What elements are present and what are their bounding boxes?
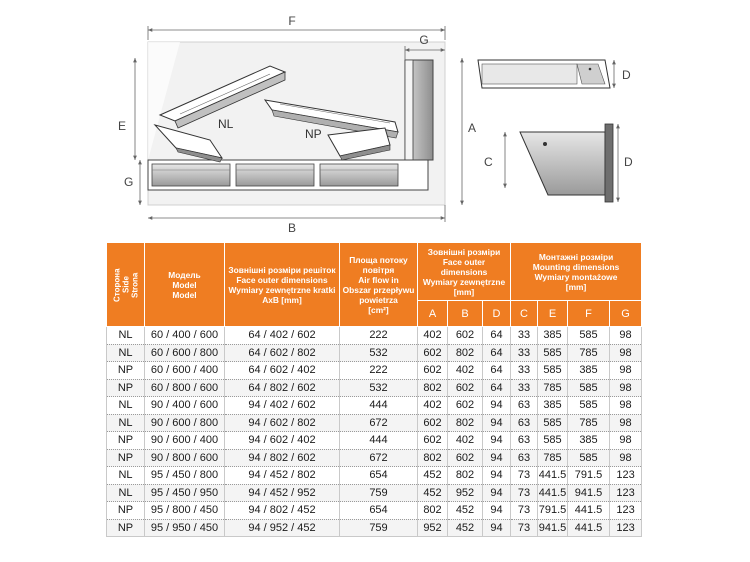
dim-f-label: F xyxy=(288,14,296,28)
dim-a-label: A xyxy=(468,121,477,135)
cell-f: 585 xyxy=(568,449,610,467)
table-row xyxy=(107,467,642,485)
dimension-e xyxy=(118,58,135,160)
cell-model: 95 / 950 / 450 xyxy=(145,519,225,537)
cell-e: 941.5 xyxy=(538,519,568,537)
header-col-a: A xyxy=(418,301,448,327)
cell-b: 452 xyxy=(448,502,483,520)
cell-g: 98 xyxy=(610,432,642,450)
technical-drawing xyxy=(0,0,750,240)
side-view-top xyxy=(478,60,631,88)
cell-f: 385 xyxy=(568,432,610,450)
cell-g: 98 xyxy=(610,344,642,362)
cell-face-dims: 94 / 602 / 802 xyxy=(225,414,340,432)
cell-d: 94 xyxy=(483,414,511,432)
cell-airflow: 759 xyxy=(340,484,418,502)
cell-airflow: 444 xyxy=(340,397,418,415)
cell-f: 791.5 xyxy=(568,467,610,485)
header-face-dims xyxy=(225,243,340,327)
cell-e: 385 xyxy=(538,397,568,415)
table-row xyxy=(107,379,642,397)
cell-b: 602 xyxy=(448,379,483,397)
cell-face-dims: 94 / 452 / 802 xyxy=(225,467,340,485)
cell-side: NL xyxy=(107,397,145,415)
cell-d: 94 xyxy=(483,449,511,467)
dim-d-bottom-label: D xyxy=(624,155,633,169)
table-row xyxy=(107,414,642,432)
cell-side: NP xyxy=(107,379,145,397)
cell-e: 791.5 xyxy=(538,502,568,520)
cell-d: 94 xyxy=(483,432,511,450)
header-mounting-dims-text: Монтажні розміри Mounting dimensions Wymiary montażowe [mm] xyxy=(532,251,620,292)
dim-g-top-label: G xyxy=(419,33,429,47)
cell-f: 785 xyxy=(568,344,610,362)
cell-side: NP xyxy=(107,362,145,380)
cell-c: 63 xyxy=(511,414,538,432)
cell-a: 602 xyxy=(418,414,448,432)
cell-b: 952 xyxy=(448,484,483,502)
cell-airflow: 444 xyxy=(340,432,418,450)
cell-model: 90 / 600 / 400 xyxy=(145,432,225,450)
cell-face-dims: 94 / 402 / 602 xyxy=(225,397,340,415)
cell-f: 441.5 xyxy=(568,519,610,537)
cell-e: 585 xyxy=(538,344,568,362)
header-col-f: F xyxy=(568,301,610,327)
table-row xyxy=(107,327,642,345)
dimension-a xyxy=(462,58,476,205)
cell-airflow: 654 xyxy=(340,502,418,520)
cell-a: 402 xyxy=(418,327,448,345)
cell-face-dims: 94 / 952 / 452 xyxy=(225,519,340,537)
cell-side: NL xyxy=(107,467,145,485)
cell-airflow: 222 xyxy=(340,362,418,380)
cell-c: 73 xyxy=(511,502,538,520)
cell-g: 123 xyxy=(610,467,642,485)
cell-f: 441.5 xyxy=(568,502,610,520)
header-col-e: E xyxy=(538,301,568,327)
cell-airflow: 654 xyxy=(340,467,418,485)
dim-e-label: E xyxy=(118,119,127,133)
spec-table xyxy=(106,242,642,537)
cell-side: NP xyxy=(107,502,145,520)
cell-b: 602 xyxy=(448,327,483,345)
cell-c: 73 xyxy=(511,484,538,502)
cell-g: 123 xyxy=(610,519,642,537)
cell-d: 94 xyxy=(483,397,511,415)
cell-a: 602 xyxy=(418,344,448,362)
cell-g: 98 xyxy=(610,327,642,345)
header-model-text: Модель Model Model xyxy=(168,269,201,300)
cell-side: NP xyxy=(107,449,145,467)
cell-side: NP xyxy=(107,519,145,537)
cell-f: 585 xyxy=(568,397,610,415)
dim-g-left-label: G xyxy=(124,175,134,189)
cell-side: NL xyxy=(107,414,145,432)
cell-g: 98 xyxy=(610,379,642,397)
cell-a: 802 xyxy=(418,502,448,520)
header-face-dims-text: Зовнішні розміри решіток Face outer dimensions Wymiary zewnętrzne kratki AxB [mm] xyxy=(228,264,336,305)
cell-b: 802 xyxy=(448,344,483,362)
header-airflow xyxy=(340,243,418,327)
dim-d-top-label: D xyxy=(622,68,631,82)
cell-g: 123 xyxy=(610,502,642,520)
header-mounting-dims xyxy=(511,243,642,301)
table-row xyxy=(107,484,642,502)
cell-c: 63 xyxy=(511,397,538,415)
dimension-g-left xyxy=(124,160,140,205)
cell-d: 94 xyxy=(483,502,511,520)
cell-g: 123 xyxy=(610,484,642,502)
cell-model: 60 / 600 / 400 xyxy=(145,362,225,380)
cell-b: 452 xyxy=(448,519,483,537)
cell-f: 941.5 xyxy=(568,484,610,502)
cell-d: 64 xyxy=(483,327,511,345)
header-col-b: B xyxy=(448,301,483,327)
cell-f: 585 xyxy=(568,327,610,345)
dim-c-label: C xyxy=(484,155,493,169)
cell-b: 802 xyxy=(448,467,483,485)
cell-g: 98 xyxy=(610,397,642,415)
cell-c: 63 xyxy=(511,432,538,450)
cell-airflow: 759 xyxy=(340,519,418,537)
cell-airflow: 532 xyxy=(340,344,418,362)
cell-e: 585 xyxy=(538,362,568,380)
cell-f: 385 xyxy=(568,362,610,380)
table-row xyxy=(107,432,642,450)
cell-airflow: 532 xyxy=(340,379,418,397)
cell-face-dims: 64 / 602 / 802 xyxy=(225,344,340,362)
cell-c: 73 xyxy=(511,519,538,537)
np-label: NP xyxy=(305,127,322,141)
cell-g: 98 xyxy=(610,362,642,380)
cell-g: 98 xyxy=(610,414,642,432)
header-model xyxy=(145,243,225,327)
cell-side: NL xyxy=(107,344,145,362)
cell-c: 33 xyxy=(511,379,538,397)
cell-d: 94 xyxy=(483,467,511,485)
cell-e: 585 xyxy=(538,432,568,450)
nl-label: NL xyxy=(218,117,234,131)
cell-face-dims: 64 / 402 / 602 xyxy=(225,327,340,345)
cell-model: 60 / 400 / 600 xyxy=(145,327,225,345)
cell-d: 94 xyxy=(483,484,511,502)
table-row xyxy=(107,449,642,467)
header-outer-dims-text: Зовнішні розміри Face outer dimensions Wymiary zewnętrzne [mm] xyxy=(422,246,506,297)
cell-a: 402 xyxy=(418,397,448,415)
cell-face-dims: 94 / 602 / 402 xyxy=(225,432,340,450)
cell-b: 602 xyxy=(448,397,483,415)
cell-side: NP xyxy=(107,432,145,450)
cell-airflow: 672 xyxy=(340,414,418,432)
cell-model: 95 / 450 / 800 xyxy=(145,467,225,485)
cell-model: 95 / 800 / 450 xyxy=(145,502,225,520)
cell-model: 90 / 400 / 600 xyxy=(145,397,225,415)
spec-table-body xyxy=(107,327,642,537)
cell-airflow: 672 xyxy=(340,449,418,467)
header-col-g: G xyxy=(610,301,642,327)
cell-face-dims: 64 / 602 / 402 xyxy=(225,362,340,380)
cell-face-dims: 94 / 452 / 952 xyxy=(225,484,340,502)
cell-face-dims: 94 / 802 / 452 xyxy=(225,502,340,520)
cell-d: 94 xyxy=(483,519,511,537)
cell-e: 385 xyxy=(538,327,568,345)
cell-a: 602 xyxy=(418,362,448,380)
cell-e: 441.5 xyxy=(538,467,568,485)
cell-airflow: 222 xyxy=(340,327,418,345)
cell-e: 441.5 xyxy=(538,484,568,502)
cell-e: 785 xyxy=(538,379,568,397)
side-view-bottom xyxy=(484,124,633,202)
cell-f: 585 xyxy=(568,379,610,397)
cell-e: 585 xyxy=(538,414,568,432)
cell-a: 802 xyxy=(418,449,448,467)
cell-face-dims: 94 / 802 / 602 xyxy=(225,449,340,467)
cell-face-dims: 64 / 802 / 602 xyxy=(225,379,340,397)
cell-model: 90 / 800 / 600 xyxy=(145,449,225,467)
dim-b-label: B xyxy=(287,221,297,235)
header-airflow-text: Площа потоку повітря Air flow in Obszar przepływu powietrza [cm²] xyxy=(342,254,415,315)
cell-b: 602 xyxy=(448,449,483,467)
cell-b: 402 xyxy=(448,432,483,450)
header-col-d: D xyxy=(483,301,511,327)
cell-c: 33 xyxy=(511,344,538,362)
dimension-f xyxy=(148,14,445,40)
header-outer-dims xyxy=(418,243,511,301)
vertical-duct xyxy=(405,60,433,160)
cell-model: 95 / 450 / 950 xyxy=(145,484,225,502)
cell-d: 64 xyxy=(483,362,511,380)
table-row xyxy=(107,362,642,380)
cell-g: 98 xyxy=(610,449,642,467)
cell-a: 452 xyxy=(418,467,448,485)
table-row xyxy=(107,519,642,537)
cell-a: 452 xyxy=(418,484,448,502)
cell-d: 64 xyxy=(483,379,511,397)
cell-d: 64 xyxy=(483,344,511,362)
header-side: Сторона Side Strona xyxy=(107,243,145,327)
table-row xyxy=(107,344,642,362)
cell-a: 952 xyxy=(418,519,448,537)
cell-side: NL xyxy=(107,327,145,345)
bottom-grilles xyxy=(148,160,428,190)
cell-a: 602 xyxy=(418,432,448,450)
cell-e: 785 xyxy=(538,449,568,467)
table-row xyxy=(107,397,642,415)
header-col-c: C xyxy=(511,301,538,327)
cell-b: 802 xyxy=(448,414,483,432)
cell-model: 60 / 800 / 600 xyxy=(145,379,225,397)
cell-b: 402 xyxy=(448,362,483,380)
cell-a: 802 xyxy=(418,379,448,397)
cell-side: NL xyxy=(107,484,145,502)
cell-c: 73 xyxy=(511,467,538,485)
dimension-b xyxy=(148,205,445,235)
cell-c: 63 xyxy=(511,449,538,467)
table-row xyxy=(107,502,642,520)
cell-model: 90 / 600 / 800 xyxy=(145,414,225,432)
cell-c: 33 xyxy=(511,327,538,345)
cell-f: 785 xyxy=(568,414,610,432)
cell-model: 60 / 600 / 800 xyxy=(145,344,225,362)
cell-c: 33 xyxy=(511,362,538,380)
